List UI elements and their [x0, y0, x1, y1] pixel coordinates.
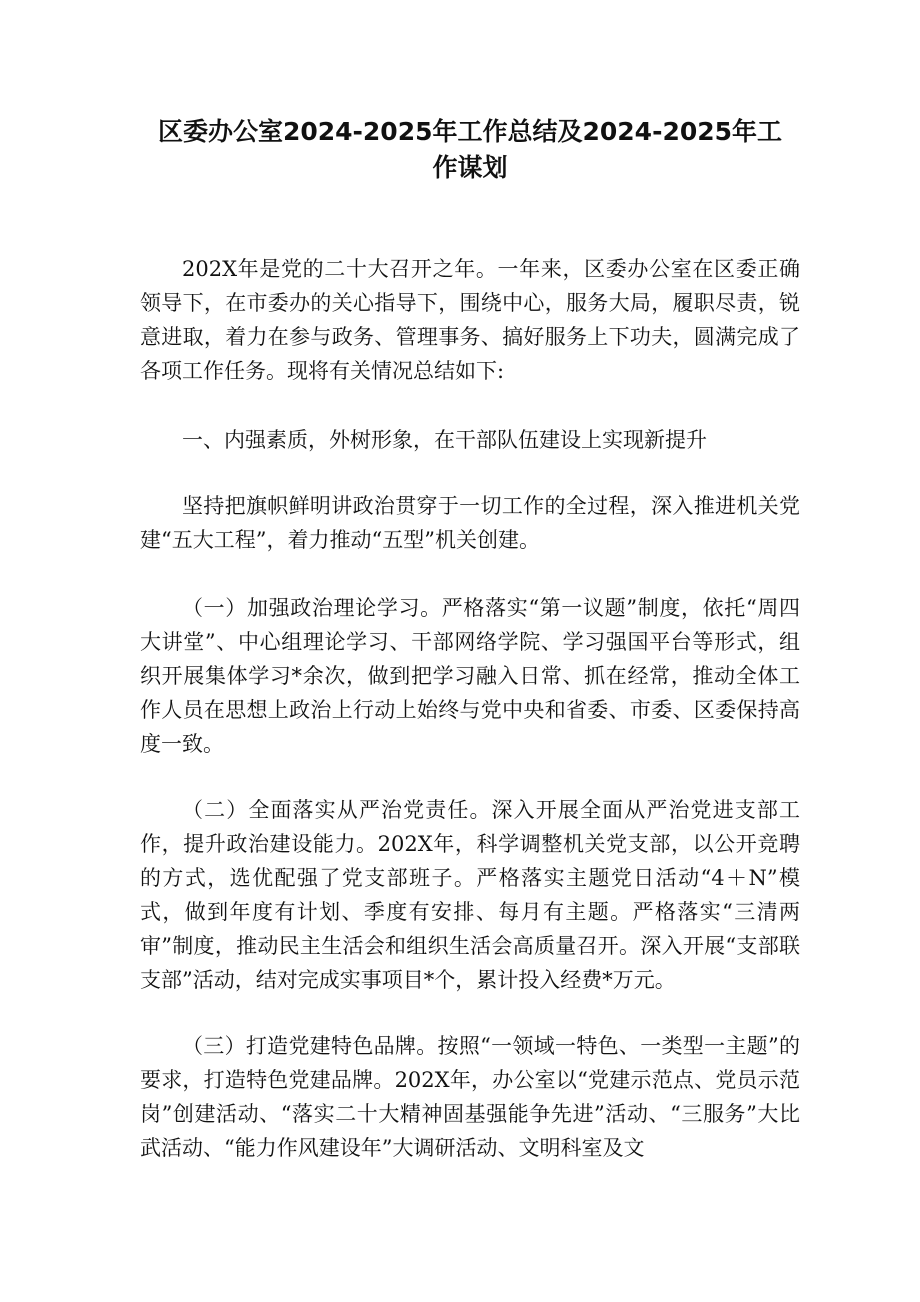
- paragraph-item-3: （三）打造党建特色品牌。按照“一领域一特色、一类型一主题”的要求，打造特色党建品牌。202X年，办公室以“党建示范点、党员示范岗”创建活动、“落实二十大精神固基强能争先进”活动、“三服务”大比武活动、“能力作风建设年”大调研活动、文明科室及文: [140, 1034, 800, 1160]
- paragraph-item-2: （二）全面落实从严治党责任。深入开展全面从严治党进支部工作，提升政治建设能力。202X年，科学调整机关党支部，以公开竞聘的方式，选优配强了党支部班子。严格落实主题党日活动“4＋N”模式，做到年度有计划、季度有安排、每月有主题。严格落实“三清两审”制度，推动民主生活会和组织生活会高质量召开。深入开展“支部联支部”活动，结对完成实事项目*个，累计投入经费*万元。: [140, 798, 800, 992]
- section-heading-1: 一、内强素质，外树形象，在干部队伍建设上实现新提升: [182, 428, 707, 452]
- paragraph-item-1: （一）加强政治理论学习。严格落实“第一议题”制度，依托“周四大讲堂”、中心组理论学习、干部网络学院、学习强国平台等形式，组织开展集体学习*余次，做到把学习融入日常、抓在经常，推动全体工作人员在思想上政治上行动上始终与党中央和省委、市委、区委保持高度一致。: [140, 596, 800, 756]
- document-title: 区委办公室2024-2025年工作总结及2024-2025年工作谋划: [157, 117, 783, 182]
- paragraph-intro: 202X年是党的二十大召开之年。一年来，区委办公室在区委正确领导下，在市委办的关心指导下，围绕中心，服务大局，履职尽责，锐意进取，着力在参与政务、管理事务、搞好服务上下功夫，圆满完成了各项工作任务。现将有关情况总结如下:: [140, 257, 800, 383]
- paragraph-section-1-summary: 坚持把旗帜鲜明讲政治贯穿于一切工作的全过程，深入推进机关党建“五大工程”，着力推动“五型”机关创建。: [140, 494, 800, 552]
